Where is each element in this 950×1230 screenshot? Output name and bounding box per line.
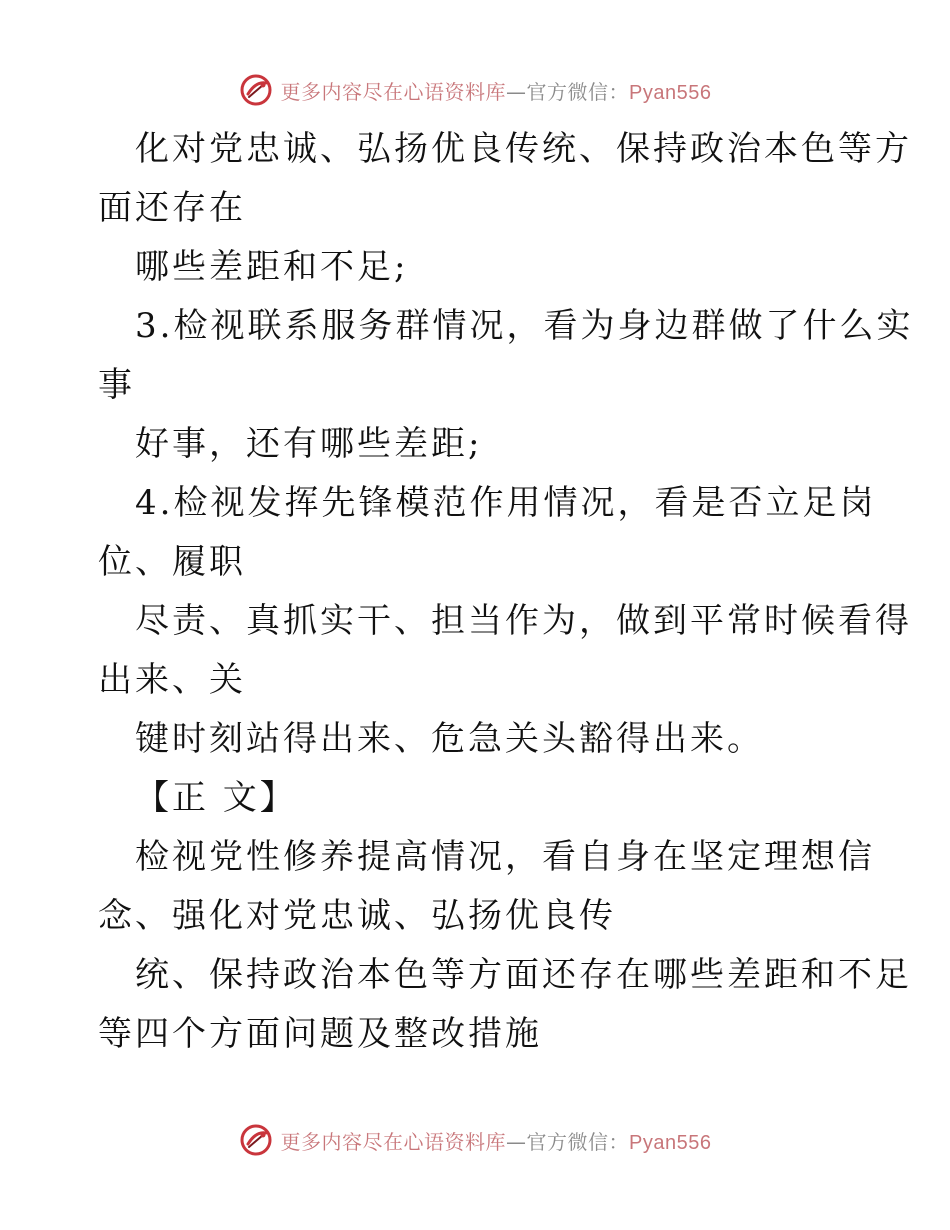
header-banner bbox=[0, 70, 950, 110]
footer-wechat-handle: Pyan556 bbox=[629, 1131, 712, 1154]
header-text bbox=[281, 76, 712, 105]
text-line: 键时刻站得出来、危急关头豁得出来。 bbox=[135, 719, 764, 759]
header-wechat-label: 官方微信： bbox=[526, 79, 630, 104]
brand-logo-icon bbox=[239, 73, 273, 107]
text-line: 位、履职 bbox=[98, 542, 246, 582]
brand-logo-graphic bbox=[239, 73, 273, 107]
footer-text bbox=[281, 1126, 712, 1155]
footer-site-text: 更多内容尽在心语资料库 bbox=[280, 1129, 507, 1154]
document-body bbox=[98, 120, 914, 1064]
text-line: 哪些差距和不足; bbox=[135, 247, 409, 287]
text-line: 【正 文】 bbox=[135, 778, 297, 818]
text-line: 事 bbox=[98, 365, 135, 405]
footer-wechat-label: 官方微信： bbox=[526, 1129, 630, 1154]
text-line: 念、强化对党忠诚、弘扬优良传 bbox=[98, 896, 616, 936]
text-line: 化对党忠诚、弘扬优良传统、保持政治本色等方 bbox=[135, 129, 912, 169]
text-line: 面还存在 bbox=[98, 188, 246, 228]
header-wechat-handle: Pyan556 bbox=[629, 81, 712, 104]
brand-logo-icon bbox=[239, 1123, 273, 1157]
header-dash: — bbox=[506, 79, 527, 104]
text-line: 统、保持政治本色等方面还存在哪些差距和不足 bbox=[135, 955, 912, 995]
text-line: 出来、关 bbox=[98, 660, 246, 700]
text-line: 3.检视联系服务群情况，看为身边群做了什么实 bbox=[135, 306, 914, 346]
text-line: 4.检视发挥先锋模范作用情况，看是否立足岗 bbox=[135, 483, 877, 523]
footer-banner bbox=[0, 1120, 950, 1160]
footer-dash: — bbox=[506, 1129, 527, 1154]
text-line: 等四个方面问题及整改措施 bbox=[98, 1014, 542, 1054]
header-site-text: 更多内容尽在心语资料库 bbox=[280, 79, 507, 104]
text-line: 尽责、真抓实干、担当作为，做到平常时候看得 bbox=[135, 601, 912, 641]
brand-logo-graphic bbox=[239, 1123, 273, 1157]
text-line: 检视党性修养提高情况，看自身在坚定理想信 bbox=[135, 837, 875, 877]
text-line: 好事，还有哪些差距; bbox=[135, 424, 483, 464]
